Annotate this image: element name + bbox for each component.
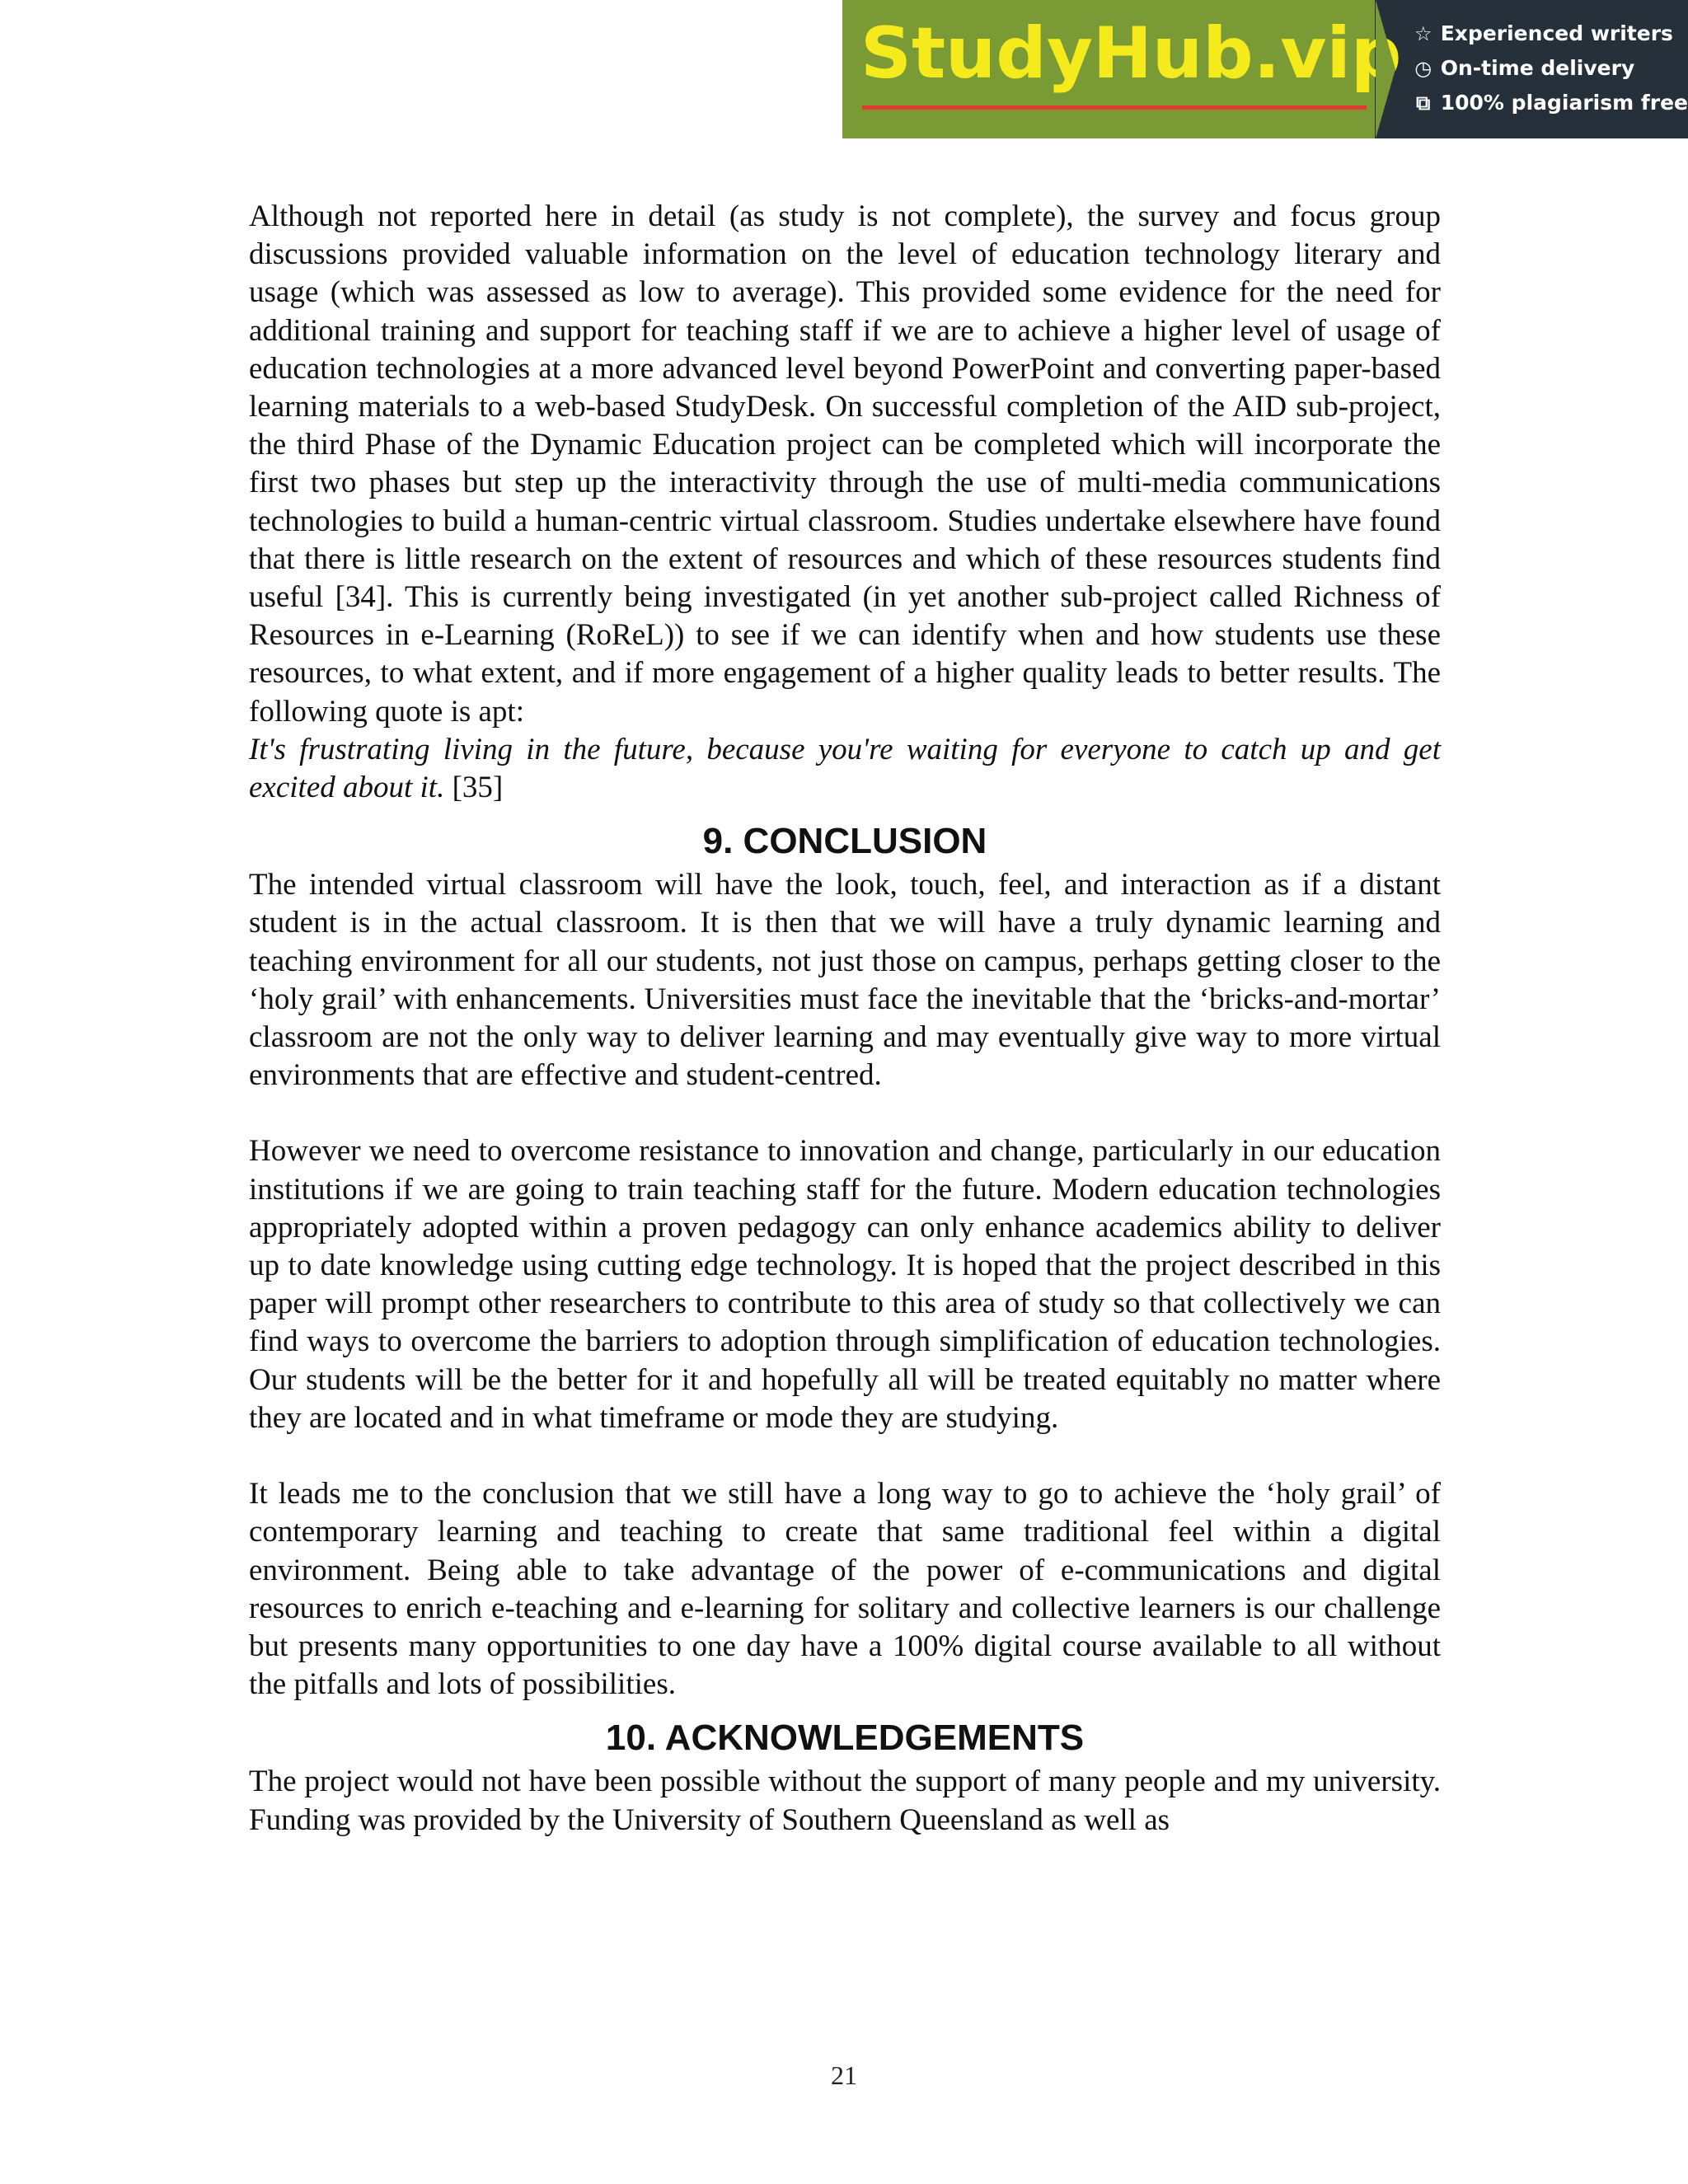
block-quote (249, 731, 1441, 807)
studyhub-banner[interactable] (842, 0, 1688, 138)
page-number: 21 (831, 2060, 857, 2090)
feature-label: Experienced writers (1440, 21, 1673, 45)
banner-arrow-shape (1376, 0, 1395, 138)
studyhub-logo[interactable] (842, 0, 1402, 138)
body-paragraph: It leads me to the conclusion that we still have a long way to go to achieve the ‘holy grail’ of contemporary learning and teaching to create that same traditional feel within a digital environment. Being able to take advantage of the power of e-communications and digital resources to enrich e-teaching and e-learning for solitary and collective learners is our challenge but presents many opportunities to one day have a 100% digital course available to all without the pitfalls and lots of possibilities. (249, 1477, 1441, 1702)
feature-label: 100% plagiarism free (1440, 91, 1688, 115)
body-paragraph: The project would not have been possible without the support of many people and my university. Funding was provided by the University of Southern Queensland as well as (249, 1765, 1441, 1837)
body-paragraph: The intended virtual classroom will have the look, touch, feel, and interaction as if a distant student is in the actual classroom. It is then that we will have a truly dynamic learning and teaching environment for all our students, not just those on campus, perhaps getting closer to the ‘holy grail’ with enhancements. Universities must face the inevitable that the ‘bricks-and-mortar’ classroom are not the only way to deliver learning and may eventually give way to more virtual environments that are effective and student-centred. (249, 868, 1441, 1093)
feature-experienced-writers (1413, 21, 1688, 46)
body-paragraph: Although not reported here in detail (as study is not complete), the survey and focus group discussions provided valuable information on the level of education technology literary and usage (which was assessed as low to average). This provided some evidence for the need for additional training and support for teaching staff if we are to achieve a higher level of usage of education technologies at a more advanced level beyond PowerPoint and converting paper-based learning materials to a web-based StudyDesk. On successful completion of the AID sub-project, the third Phase of the Dynamic Education project can be completed which will incorporate the first two phases but step up the interactivity through the use of multi-media communications technologies to build a human-centric virtual classroom. Studies undertake elsewhere have found that there is little research on the extent of resources and which of these resources students find useful [34]. This is currently being investigated (in yet another sub-project called Richness of Resources in e-Learning (RoReL)) to see if we can identify when and how students use these resources, to what extent, and if more engagement of a higher quality leads to better results. The following quote is apt: (249, 199, 1441, 729)
copy-icon: ⧉ (1416, 91, 1431, 115)
logo-text: StudyHub.vip (860, 12, 1402, 95)
section-heading-acknowledgements: 10. ACKNOWLEDGEMENTS (605, 1718, 1085, 1759)
feature-label: On-time delivery (1440, 56, 1635, 80)
body-paragraph: However we need to overcome resistance to innovation and change, particularly in our education institutions if we are going to train teaching staff for the future. Modern education technologies appropriately adopted within a proven pedagogy can only enhance academics ability to deliver up to date knowledge using cutting edge technology. It is hoped that the project described in this paper will prompt other researchers to contribute to this area of study so that collectively we can find ways to overcome the barriers to adoption through simplification of education technologies. Our students will be the better for it and hopefully all will be treated equitably no matter where they are located and in what timeframe or mode they are studying. (249, 1134, 1441, 1435)
star-icon: ☆ (1414, 22, 1432, 45)
quote-reference: [35] (452, 771, 504, 805)
feature-on-time-delivery (1413, 56, 1688, 81)
paragraph-gap (249, 1094, 1441, 1132)
feature-plagiarism-free (1413, 91, 1688, 115)
section-heading-conclusion: 9. CONCLUSION (702, 821, 987, 862)
clock-icon: ◷ (1414, 57, 1432, 80)
banner-features (1375, 0, 1688, 138)
logo-underline (862, 105, 1367, 110)
document-body (249, 198, 1441, 1840)
quote-text: It's frustrating living in the future, because you're waiting for everyone to catch up and get excited about it. (249, 732, 1441, 805)
paragraph-gap (249, 1437, 1441, 1475)
